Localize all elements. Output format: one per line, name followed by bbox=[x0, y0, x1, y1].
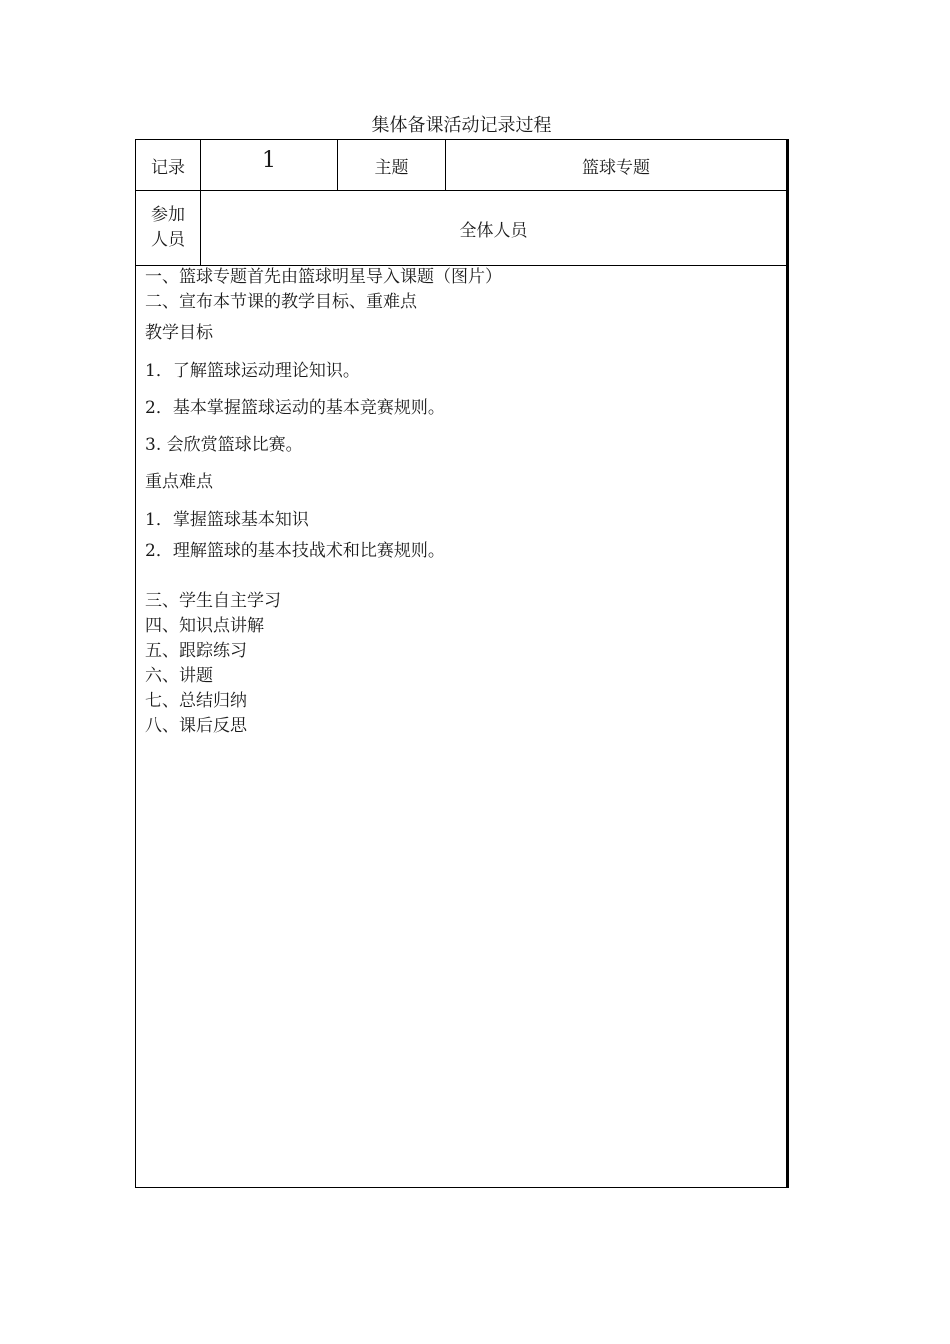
content-line: 五、跟踪练习 bbox=[145, 641, 247, 661]
participants-row bbox=[136, 191, 786, 266]
record-label: 记录 bbox=[151, 157, 185, 178]
content-line: 1．了解篮球运动理论知识。 bbox=[145, 361, 360, 381]
document-title: 集体备课活动记录过程 bbox=[371, 115, 552, 136]
content-line: 2．基本掌握篮球运动的基本竞赛规则。 bbox=[145, 398, 445, 418]
topic-value: 篮球专题 bbox=[445, 140, 786, 190]
content-line: 四、知识点讲解 bbox=[145, 616, 264, 636]
topic-label: 主题 bbox=[337, 140, 445, 190]
participants-label-line2: 人员 bbox=[151, 230, 185, 250]
participants-value: 全体人员 bbox=[200, 191, 786, 265]
content-line: 2．理解篮球的基本技战术和比赛规则。 bbox=[145, 541, 445, 561]
content-line: 3. 会欣赏篮球比赛。 bbox=[145, 435, 303, 455]
content-line: 1．掌握篮球基本知识 bbox=[145, 510, 309, 530]
content-line: 七、总结归纳 bbox=[145, 691, 247, 711]
content-line: 一、篮球专题首先由篮球明星导入课题（图片） bbox=[145, 267, 502, 287]
record-topic-row bbox=[136, 140, 786, 191]
participants-label-line1: 参加 bbox=[151, 205, 185, 225]
participants-label bbox=[136, 191, 200, 265]
content-line: 三、学生自主学习 bbox=[145, 591, 281, 611]
content-line: 六、讲题 bbox=[145, 666, 213, 686]
section-heading: 重点难点 bbox=[145, 472, 213, 492]
record-number: 1 bbox=[200, 140, 337, 190]
content-line: 八、课后反思 bbox=[145, 716, 247, 736]
lesson-record-form bbox=[135, 139, 789, 1188]
content-line: 二、宣布本节课的教学目标、重难点 bbox=[145, 292, 417, 312]
section-heading: 教学目标 bbox=[145, 323, 213, 343]
